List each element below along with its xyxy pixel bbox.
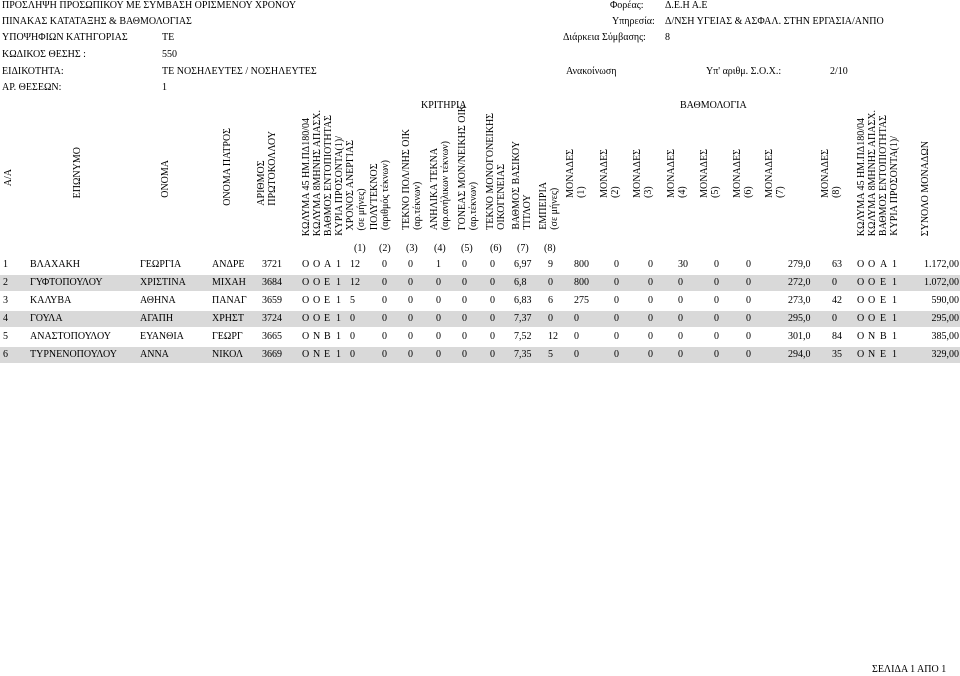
col-header-aa: Α/Α [3,168,14,186]
table-cell: 0 [746,349,751,360]
col-header-father: ΟΝΟΜΑ ΠΑΤΡΟΣ [222,128,233,206]
table-cell: 0 [574,313,579,324]
table-cell: 0 [462,277,467,288]
table-cell: Ο [868,259,876,270]
table-row [0,293,960,309]
table-cell: 0 [648,277,653,288]
table-cell: 0 [648,331,653,342]
table-cell: 0 [714,331,719,342]
table-cell: ΓΕΩΡΓΙΑ [140,259,182,270]
table-cell: 1.172,00 [924,259,959,270]
body-label: Φορέας: [610,0,644,11]
table-cell: Α [324,259,332,270]
table-cell: Ο [868,277,876,288]
table-cell: 0 [382,277,387,288]
table-cell: 0 [746,295,751,306]
table-cell: 272,0 [788,277,811,288]
table-cell: 9 [548,259,553,270]
table-cell: Β [324,331,331,342]
table-cell: 0 [462,295,467,306]
table-cell: Α [880,259,888,270]
announcement-num-label: Υπ' αριθμ. Σ.Ο.Χ.: [706,66,782,77]
positions-label: ΑΡ. ΘΕΣΕΩΝ: [2,82,62,93]
table-cell: 7,35 [514,349,532,360]
table-cell: Ε [324,277,331,288]
table-cell: 0 [382,259,387,270]
table-cell: 0 [462,349,467,360]
col-header-points-2: ΜΟΝΑΔΕΣ (2) [599,149,621,198]
table-row [0,311,960,327]
table-cell: Ο [302,349,310,360]
table-cell: 0 [490,277,495,288]
table-cell: 0 [678,349,683,360]
table-cell: 275 [574,295,589,306]
table-cell: Ν [868,331,876,342]
table-cell: 0 [382,313,387,324]
table-cell: Ε [880,277,887,288]
col-header-law3-score: ΒΑΘΜΟΣ ΕΝΤΟΠΙΟΤΗΤΑΣ [878,114,889,236]
table-cell: Ο [313,259,321,270]
announcement-label: Ανακοίνωση [566,66,617,77]
table-cell: Ο [868,313,876,324]
table-cell: Ο [313,313,321,324]
table-cell: 0 [648,259,653,270]
specialty-value: ΤΕ ΝΟΣΗΛΕΥΤΕΣ / ΝΟΣΗΛΕΥΤΕΣ [162,66,317,77]
table-cell: Ο [302,259,310,270]
table-cell: 0 [490,295,495,306]
table-cell: 0 [462,259,467,270]
table-cell: 0 [746,277,751,288]
table-cell: 0 [408,349,413,360]
table-cell: 0 [714,349,719,360]
table-cell: 1 [3,259,8,270]
table-cell: 1 [336,349,341,360]
table-cell: 0 [436,313,441,324]
table-cell: 84 [832,331,842,342]
table-cell: Ο [302,295,310,306]
table-cell: Ε [324,349,331,360]
table-cell: ΠΑΝΑΓ [212,295,247,306]
subnum-8: (8) [544,243,556,254]
table-cell: ΑΓΑΠΗ [140,313,174,324]
table-cell: Ο [857,259,865,270]
table-cell: 301,0 [788,331,811,342]
table-cell: Ο [857,313,865,324]
col-header-law4-score: ΚΥΡΙΑ ΠΡΟΣΟΝΤΑ(1)/ [889,136,900,236]
specialty-label: ΕΙΔΙΚΟΤΗΤΑ: [2,66,64,77]
table-cell: ΕΥΑΝΘΙΑ [140,331,184,342]
table-cell: 0 [462,313,467,324]
table-cell: 1 [336,331,341,342]
table-cell: 0 [714,277,719,288]
table-cell: 0 [490,259,495,270]
table-cell: Ε [324,295,331,306]
table-cell: ΑΝΑΣΤΟΠΟΥΛΟΥ [30,331,111,342]
table-row [0,329,960,345]
table-cell: 0 [678,295,683,306]
table-cell: Ο [313,295,321,306]
table-cell: 12 [350,259,360,270]
table-cell: 0 [574,349,579,360]
col-header-points-3: ΜΟΝΑΔΕΣ (3) [632,149,654,198]
header-subtitle: ΠΙΝΑΚΑΣ ΚΑΤΑΤΑΞΗΣ & ΒΑΘΜΟΛΟΓΙΑΣ [2,16,192,27]
table-cell: 1 [336,259,341,270]
table-cell: ΧΡΗΣΤ [212,313,244,324]
table-cell: 6 [548,295,553,306]
table-cell: 35 [832,349,842,360]
table-cell: 0 [436,331,441,342]
table-cell: 0 [832,277,837,288]
table-cell: 0 [350,313,355,324]
table-cell: Ο [857,295,865,306]
table-cell: Ο [868,295,876,306]
col-header-unemployment: ΧΡΟΝΟΣ ΑΝΕΡΓΙΑΣ (σε μήνες) [345,139,367,230]
table-cell: Ο [857,277,865,288]
table-cell: 0 [382,349,387,360]
table-cell: 42 [832,295,842,306]
col-header-protocol: ΑΡΙΘΜΟΣ ΠΡΩΤΟΚΟΛΛΟΥ [256,131,278,206]
table-cell: Ο [313,277,321,288]
table-cell: 0 [382,295,387,306]
table-cell: 800 [574,259,589,270]
table-cell: 0 [408,313,413,324]
table-cell: ΑΝΝΑ [140,349,169,360]
table-cell: 279,0 [788,259,811,270]
table-cell: 63 [832,259,842,270]
table-cell: 1 [336,313,341,324]
table-cell: ΓΕΩΡΓ [212,331,243,342]
col-header-law3: ΒΑΘΜΟΣ ΕΝΤΟΠΙΟΤΗΤΑΣ [323,114,334,236]
table-cell: 4 [3,313,8,324]
table-cell: 0 [648,349,653,360]
table-cell: 6,97 [514,259,532,270]
table-cell: 800 [574,277,589,288]
table-cell: 0 [678,277,683,288]
table-cell: 0 [714,295,719,306]
table-cell: Ν [313,349,321,360]
table-cell: 1 [892,277,897,288]
col-header-total: ΣΥΝΟΛΟ ΜΟΝΑΔΩΝ [920,140,931,236]
table-cell: ΤΥΡΝΕΝΟΠΟΥΛΟΥ [30,349,117,360]
table-cell: 7,52 [514,331,532,342]
table-cell: 0 [746,313,751,324]
table-cell: Ν [313,331,321,342]
table-cell: 590,00 [931,295,959,306]
table-cell: 0 [614,349,619,360]
col-header-child-single-parent: ΤΕΚΝΟ ΜΟΝΟΓΟΝΕΙΚΗΣ ΟΙΚΟΓΕΝΕΙΑΣ [485,113,507,230]
announcement-num-value: 2/10 [830,66,848,77]
table-cell: 0 [436,349,441,360]
table-cell: ΜΙΧΑΗ [212,277,246,288]
table-cell: 0 [436,277,441,288]
table-cell: 0 [714,259,719,270]
table-cell: ΒΛΑΧΑΚΗ [30,259,81,270]
table-cell: Ο [302,277,310,288]
table-cell: 6,8 [514,277,527,288]
table-cell: 5 [350,295,355,306]
col-header-law1-score: ΚΩΛΥΜΑ 45 ΗΜ.ΠΔ180/04 [856,117,867,236]
table-cell: 329,00 [931,349,959,360]
table-cell: Ο [857,331,865,342]
table-cell: Ο [302,313,310,324]
table-cell: 0 [614,277,619,288]
subnum-5: (5) [461,243,473,254]
table-cell: ΧΡΙΣΤΙΝΑ [140,277,186,288]
table-cell: ΓΥΦΤΟΠΟΥΛΟΥ [30,277,103,288]
col-header-points-5: ΜΟΝΑΔΕΣ (5) [699,149,721,198]
table-cell: 0 [574,331,579,342]
col-header-points-1: ΜΟΝΑΔΕΣ (1) [565,149,587,198]
table-cell: ΝΙΚΟΛ [212,349,244,360]
table-cell: 0 [614,295,619,306]
table-cell: Ε [880,349,887,360]
col-header-large-family: ΠΟΛΥΤΕΚΝΟΣ (αριθμός τέκνων) [369,159,391,230]
table-cell: 0 [614,313,619,324]
col-header-degree-grade: ΒΑΘΜΟΣ ΒΑΣΙΚΟΥ ΤΙΤΛΟΥ [511,141,533,230]
table-cell: 0 [614,259,619,270]
table-cell: 0 [408,295,413,306]
table-cell: ΑΝΔΡΕ [212,259,245,270]
page-indicator: ΣΕΛΙΔΑ 1 ΑΠΟ 1 [872,664,947,675]
col-header-points-8: ΜΟΝΑΔΕΣ (8) [820,149,842,198]
subnum-2: (2) [379,243,391,254]
duration-label: Διάρκεια Σύμβασης: [563,32,646,43]
table-cell: 0 [714,313,719,324]
col-header-child-large-family: ΤΕΚΝΟ ΠΟΛ/ΝΗΣ ΟΙΚ (αρ.τέκνων) [401,129,423,230]
col-header-law2: ΚΩΛΥΜΑ 8ΜΗΝΗΣ ΑΠΑΣΧ. [312,109,323,236]
table-cell: 0 [648,313,653,324]
col-header-points-4: ΜΟΝΑΔΕΣ (4) [666,149,688,198]
criteria-group-title: ΚΡΙΤΗΡΙΑ [421,100,467,111]
table-cell: Ε [880,295,887,306]
table-cell: 30 [678,259,688,270]
table-cell: 0 [436,295,441,306]
col-header-points-7: ΜΟΝΑΔΕΣ (7) [764,149,786,198]
table-cell: 0 [462,331,467,342]
position-code-value: 550 [162,49,177,60]
table-row [0,275,960,291]
table-cell: 0 [408,259,413,270]
table-cell: 0 [678,331,683,342]
table-cell: 1 [892,295,897,306]
table-cell: 0 [746,331,751,342]
col-header-single-parent: ΓΟΝΕΑΣ ΜΟΝ/ΝΕΙΚΗΣ ΟΙΚ (αρ.τέκνων) [457,104,479,230]
subnum-6: (6) [490,243,502,254]
table-cell: 6 [3,349,8,360]
table-cell: 3665 [262,331,282,342]
header-title: ΠΡΟΣΛΗΨΗ ΠΡΟΣΩΠΙΚΟΥ ΜΕ ΣΥΜΒΑΣΗ ΟΡΙΣΜΕΝΟΥ ΧΡΟΝΟΥ [2,0,297,11]
subnum-1: (1) [354,243,366,254]
table-cell: 0 [490,349,495,360]
table-cell: 12 [350,277,360,288]
table-cell: 0 [832,313,837,324]
table-row [0,257,960,273]
table-cell: 0 [408,331,413,342]
subnum-3: (3) [406,243,418,254]
category-value: ΤΕ [162,32,175,43]
table-cell: 0 [548,313,553,324]
table-row [0,347,960,363]
col-header-law4: ΚΥΡΙΑ ΠΡΟΣΟΝΤΑ(1)/ [334,136,345,236]
table-cell: 0 [648,295,653,306]
table-cell: 0 [678,313,683,324]
table-cell: 7,37 [514,313,532,324]
table-cell: ΑΘΗΝΑ [140,295,176,306]
table-cell: 3721 [262,259,282,270]
table-cell: 294,0 [788,349,811,360]
table-cell: 0 [490,331,495,342]
table-cell: 1 [436,259,441,270]
table-cell: Ε [324,313,331,324]
table-cell: 2 [3,277,8,288]
col-header-name: ΟΝΟΜΑ [160,160,171,198]
table-cell: ΓΟΥΛΑ [30,313,63,324]
table-cell: 0 [408,277,413,288]
subnum-7: (7) [517,243,529,254]
col-header-law2-score: ΚΩΛΥΜΑ 8ΜΗΝΗΣ ΑΠΑΣΧ. [867,109,878,236]
table-cell: 0 [490,313,495,324]
table-cell: 0 [614,331,619,342]
positions-value: 1 [162,82,167,93]
table-cell: Ο [857,349,865,360]
table-cell: 1 [336,295,341,306]
table-cell: 3 [3,295,8,306]
table-cell: 0 [350,349,355,360]
table-cell: 1.072,00 [924,277,959,288]
col-header-surname: ΕΠΩΝΥΜΟ [72,146,83,198]
body-value: Δ.Ε.Η Α.Ε [665,0,708,11]
table-cell: 1 [892,331,897,342]
scoring-group-title: ΒΑΘΜΟΛΟΓΙΑ [680,100,747,111]
table-cell: 1 [892,259,897,270]
subnum-4: (4) [434,243,446,254]
table-cell: 385,00 [931,331,959,342]
table-cell: Β [880,331,887,342]
table-cell: 0 [746,259,751,270]
service-label: Υπηρεσία: [612,16,655,27]
table-cell: ΚΑΛΥΒΑ [30,295,72,306]
table-cell: 1 [892,349,897,360]
category-label: ΥΠΟΨΗΦΙΩΝ ΚΑΤΗΓΟΡΙΑΣ [2,32,128,43]
table-cell: 295,00 [931,313,959,324]
table-cell: 0 [350,331,355,342]
duration-value: 8 [665,32,670,43]
table-cell: 1 [892,313,897,324]
table-cell: 295,0 [788,313,811,324]
table-cell: 0 [548,277,553,288]
col-header-minor-children: ΑΝΗΛΙΚΑ ΤΕΚΝΑ (αρ.ανήλικων τέκνων) [429,140,451,230]
table-cell: 3724 [262,313,282,324]
table-cell: Ν [868,349,876,360]
table-cell: 3684 [262,277,282,288]
table-cell: 1 [336,277,341,288]
service-value: Δ/ΝΣΗ ΥΓΕΙΑΣ & ΑΣΦΑΛ. ΣΤΗΝ ΕΡΓΑΣΙΑ/ΑΝΠΟ [665,16,884,27]
table-cell: 5 [548,349,553,360]
table-cell: 3659 [262,295,282,306]
col-header-experience: ΕΜΠΕΙΡΙΑ (σε μήνες) [538,182,560,230]
table-cell: 273,0 [788,295,811,306]
position-code-label: ΚΩΔΙΚΟΣ ΘΕΣΗΣ : [2,49,86,60]
table-cell: Ο [302,331,310,342]
table-cell: 0 [382,331,387,342]
table-cell: 3669 [262,349,282,360]
table-cell: Ε [880,313,887,324]
table-cell: 6,83 [514,295,532,306]
col-header-law1: ΚΩΛΥΜΑ 45 ΗΜ.ΠΔ180/04 [301,117,312,236]
table-cell: 12 [548,331,558,342]
col-header-points-6: ΜΟΝΑΔΕΣ (6) [732,149,754,198]
table-cell: 5 [3,331,8,342]
